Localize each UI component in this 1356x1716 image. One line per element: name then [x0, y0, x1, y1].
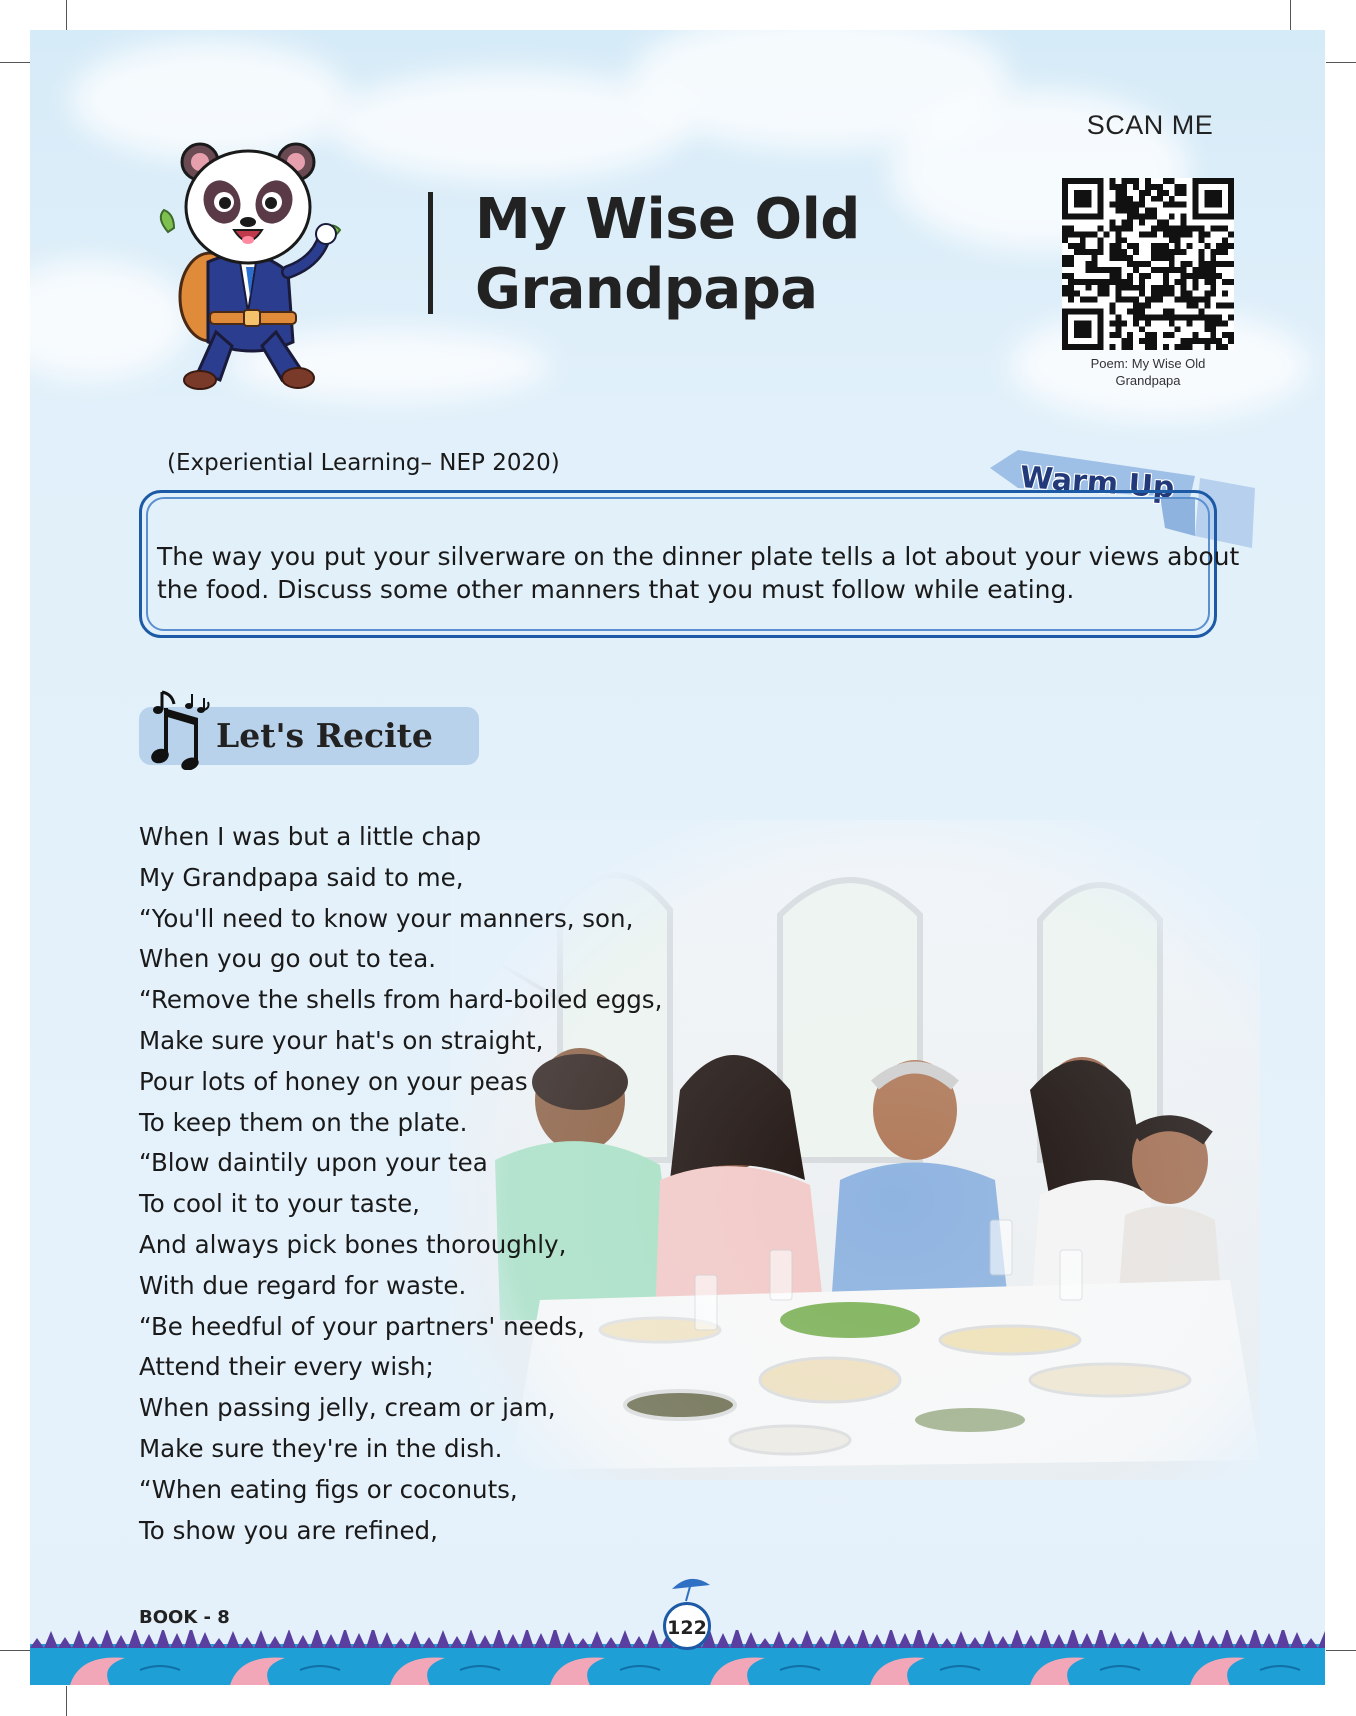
poem-line: And always pick bones thoroughly, — [139, 1229, 567, 1259]
poem-line: When passing jelly, cream or jam, — [139, 1393, 556, 1423]
qr-caption — [1060, 355, 1236, 389]
poem-line: When I was but a little chap — [139, 822, 482, 851]
qr-code[interactable] — [1062, 178, 1234, 350]
panda-mascot-illustration — [148, 122, 368, 392]
book-label: BOOK - 8 — [139, 1607, 230, 1628]
scan-me-label: SCAN ME — [1086, 110, 1214, 140]
music-notes-icon — [148, 688, 218, 770]
warm-up-label: Warm Up — [1018, 460, 1176, 506]
crop-mark — [66, 0, 67, 30]
poem-line: “Remove the shells from hard-boiled eggs, — [139, 985, 663, 1015]
poem-line: “Be heedful of your partners' needs, — [139, 1311, 585, 1341]
page-title — [475, 185, 995, 325]
crop-mark — [1290, 0, 1291, 30]
poem-line: Make sure your hat's on straight, — [139, 1025, 544, 1055]
title-line-1: My Wise Old — [475, 187, 860, 252]
page-number: 122 — [663, 1602, 711, 1650]
poem-line: Make sure they're in the dish. — [139, 1433, 503, 1463]
poem-line: My Grandpapa said to me, — [139, 862, 464, 892]
textbook-page — [30, 30, 1325, 1685]
poem-text — [139, 817, 662, 1551]
title-divider — [428, 192, 433, 314]
poem-line: Pour lots of honey on your peas — [139, 1066, 528, 1096]
poem-line: “You'll need to know your manners, son, — [139, 903, 634, 933]
poem-line: Attend their every wish; — [139, 1352, 434, 1382]
poem-line: To keep them on the plate. — [139, 1107, 468, 1137]
crop-mark — [66, 1686, 67, 1716]
crop-mark — [1326, 62, 1356, 63]
qr-code-pattern — [1062, 178, 1234, 350]
experiential-learning-note: (Experiential Learning– NEP 2020) — [167, 450, 560, 476]
crop-mark — [0, 62, 30, 63]
crop-mark — [1326, 1650, 1356, 1651]
poem-line: With due regard for waste. — [139, 1270, 467, 1300]
poem-line: To show you are refined, — [139, 1515, 438, 1545]
warm-up-text: The way you put your silverware on the dinner plate tells a lot about your views about the food. Discuss some other manners that you must follow while eating. — [157, 542, 1240, 604]
crop-mark — [0, 1650, 30, 1651]
title-line-2: Grandpapa — [475, 257, 818, 322]
poem-line: When you go out to tea. — [139, 944, 437, 974]
poem-line: “When eating figs or coconuts, — [139, 1474, 518, 1504]
poem-line: “Blow daintily upon your tea — [139, 1148, 488, 1178]
qr-caption-line-1: Poem: My Wise Old — [1090, 356, 1206, 371]
poem-line: To cool it to your taste, — [139, 1189, 420, 1219]
qr-caption-line-2: Grandpapa — [1115, 373, 1181, 388]
lets-recite-title: Let's Recite — [216, 716, 433, 755]
